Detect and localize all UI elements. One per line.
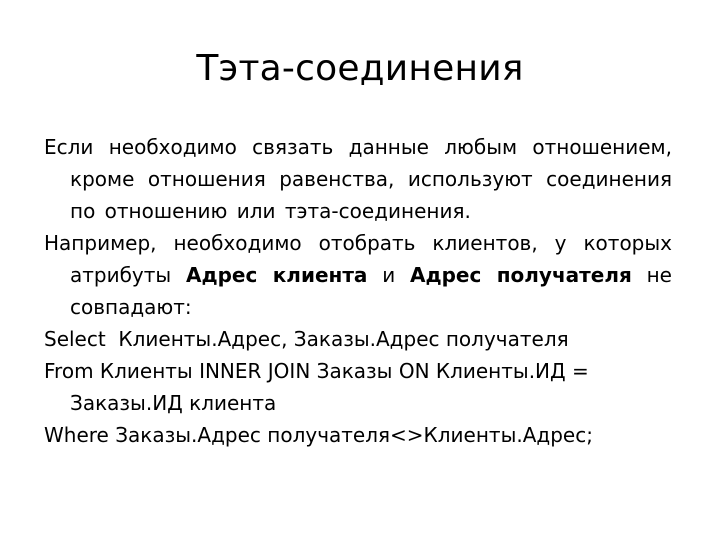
sql-select-line: Select Клиенты.Адрес, Заказы.Адрес получателя bbox=[44, 327, 569, 351]
example-text-after: не совпадают: bbox=[70, 263, 672, 319]
example-text-middle: и bbox=[367, 263, 410, 287]
paragraph-theta-definition: Если необходимо связать данные любым отношением, кроме отношения равенства, используют соединения по отношению или тэта-соединения. bbox=[44, 135, 672, 223]
sql-from-line: From Клиенты INNER JOIN Заказы ON Клиенты.ИД = Заказы.ИД клиента bbox=[44, 359, 589, 415]
paragraph-example bbox=[44, 227, 672, 323]
slide-body bbox=[44, 131, 672, 451]
sql-where-line: Where Заказы.Адрес получателя<>Клиенты.Адрес; bbox=[44, 423, 593, 447]
bold-client-address: Адрес клиента bbox=[185, 263, 368, 287]
example-text-before: Например, необходимо отобрать клиентов, у которых атрибуты bbox=[44, 231, 672, 287]
slide-title: Тэта-соединения bbox=[196, 48, 524, 89]
bold-recipient-address: Адрес получателя bbox=[409, 263, 632, 287]
